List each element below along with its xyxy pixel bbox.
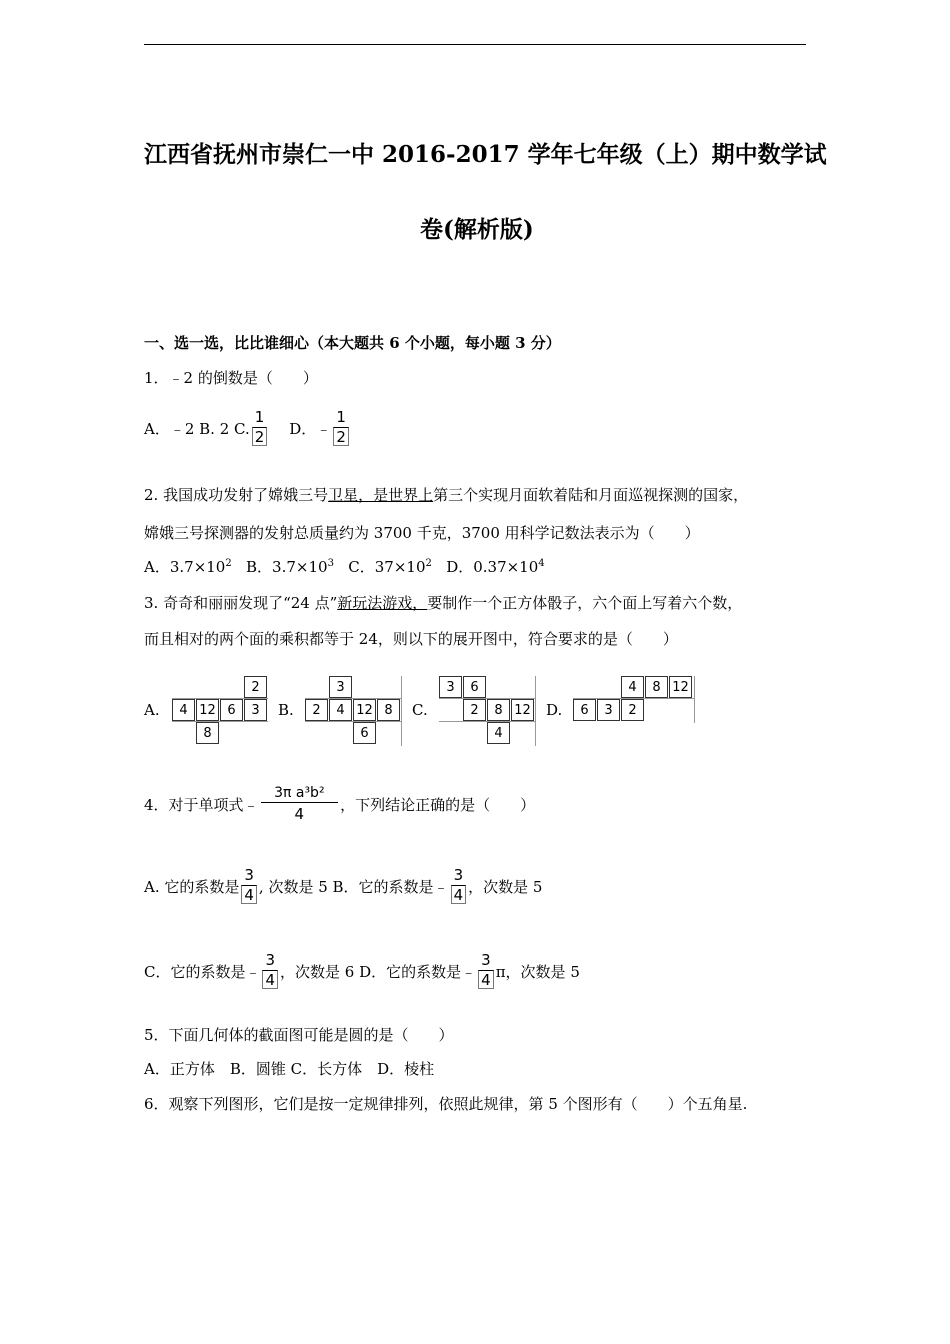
- q3-line1-b: 要制作一个正方体骰子，六个面上写着六个数，: [427, 594, 743, 612]
- q3-net-d: [573, 676, 695, 723]
- q2-optB: [246, 558, 334, 576]
- q2-optD: [446, 558, 544, 576]
- net-b-cell: 8: [377, 699, 400, 721]
- q3-label-c: C.: [412, 701, 428, 719]
- q2-optC: [348, 558, 432, 576]
- q4-optA-a: A. 它的系数是: [144, 877, 240, 896]
- q1-optC-num: 1: [254, 408, 265, 426]
- q4-monomial: [261, 786, 339, 822]
- q3-net-b: [305, 676, 402, 746]
- q2-optA: [144, 558, 232, 576]
- q2-optD-base: D．0.37×10: [446, 558, 539, 576]
- q3-line2: 而且相对的两个面的乘积都等于 24，则以下的展开图中，符合要求的是（ ）: [144, 630, 678, 648]
- q4-optA-fraction: [241, 868, 257, 904]
- net-a-cell: 12: [196, 699, 219, 721]
- q2-optA-exp: 2: [225, 558, 232, 569]
- q2-line2: 嫦娥三号探测器的发射总质量约为 3700 千克，3700 用科学记数法表示为（ ）: [144, 524, 700, 542]
- q4-stem-a: 4．对于单项式﹣: [144, 795, 259, 814]
- q4-optC-fraction: [262, 953, 278, 989]
- q4-optB-num: 3: [453, 866, 464, 884]
- q2-optA-base: A．3.7×10: [144, 558, 226, 576]
- doc-title-line1: 江西省抚州市崇仁一中 2016-2017 学年七年级（上）期中数学试: [144, 141, 827, 168]
- q2-optB-base: B．3.7×10: [246, 558, 328, 576]
- q4-optD-fraction: [478, 953, 494, 989]
- net-c-cell: 12: [511, 699, 534, 721]
- net-b-cell: 4: [329, 699, 352, 721]
- q2-optD-exp: 4: [538, 558, 545, 569]
- q4-optA-b: , 次数是 5 B．它的系数是﹣: [258, 877, 449, 896]
- q3-line1-underlined: 新玩法游戏，: [337, 594, 428, 612]
- q2-optC-exp: 2: [425, 558, 432, 569]
- q2-line1-underlined: 卫星，是世界上: [328, 486, 434, 504]
- q4-options-cd: [144, 953, 580, 989]
- net-a-cell: 4: [172, 699, 195, 721]
- q4-optB-den: 4: [451, 885, 467, 904]
- net-d-cell: 12: [669, 676, 692, 698]
- net-d-cell: 6: [573, 699, 596, 721]
- q1-optC-fraction: [252, 410, 268, 446]
- q4-optD-num: 3: [481, 951, 491, 969]
- net-b-cell: 3: [329, 676, 352, 698]
- net-a-cell: 3: [244, 699, 267, 721]
- section-heading: 一、选一选，比比谁细心（本大题共 6 个小题，每小题 3 分）: [144, 334, 561, 352]
- net-d-cell: 3: [597, 699, 620, 721]
- q5-options: A．正方体 B．圆锥 C．长方体 D．棱柱: [144, 1060, 435, 1078]
- q2-options: [144, 556, 545, 577]
- q3-label-d: D.: [546, 701, 563, 719]
- q1-optD-den: 2: [333, 427, 349, 446]
- net-a-cell: 6: [220, 699, 243, 721]
- q3-label-b: B.: [278, 701, 294, 719]
- q3-line1-a: 3. 奇奇和丽丽发现了“24 点”: [144, 594, 338, 612]
- q1-optD-prefix: D．﹣: [289, 419, 332, 438]
- net-a-cell: 8: [196, 722, 219, 744]
- net-d-cell: 2: [621, 699, 644, 721]
- q1-optD-num: 1: [336, 408, 346, 426]
- q1-options: [144, 410, 351, 446]
- q3-net-c: [439, 676, 536, 746]
- q2-line1: [144, 484, 748, 505]
- q4-optC-a: C．它的系数是﹣: [144, 962, 261, 981]
- q5-stem: 5．下面几何体的截面图可能是圆的是（ ）: [144, 1026, 454, 1044]
- q3-label-a: A.: [144, 701, 160, 719]
- q4-monomial-num: 3π a³b²: [274, 785, 325, 801]
- q1-stem: 1．﹣2 的倒数是（ ）: [144, 369, 318, 387]
- q4-stem: [144, 786, 535, 822]
- net-c-cell: 8: [487, 699, 510, 721]
- q3-line1: [144, 592, 742, 613]
- q4-options-ab: [144, 868, 542, 904]
- top-rule: [144, 44, 806, 45]
- q4-optC-b: ，次数是 6 D．它的系数是﹣: [280, 962, 477, 981]
- net-c-cell: 2: [463, 699, 486, 721]
- q4-optB-b: ，次数是 5: [468, 877, 543, 896]
- q1-options-ab: A．﹣2 B. 2 C.: [144, 419, 250, 438]
- net-c-cell: 4: [487, 722, 510, 744]
- net-b-cell: 6: [353, 722, 376, 744]
- q2-line1-a: 2. 我国成功发射了嫦娥三号: [144, 486, 329, 504]
- q6-stem: 6．观察下列图形，它们是按一定规律排列，依照此规律，第 5 个图形有（ ）个五角星.: [144, 1095, 748, 1113]
- q2-optB-exp: 3: [327, 558, 334, 569]
- q2-line1-b: 第三个实现月面软着陆和月面巡视探测的国家，: [433, 486, 749, 504]
- net-c-cell: 6: [463, 676, 486, 698]
- net-b-cell: 12: [353, 699, 376, 721]
- q3-net-a: [172, 676, 268, 746]
- q4-optC-num: 3: [265, 951, 276, 969]
- net-d-cell: 8: [645, 676, 668, 698]
- q4-optA-num: 3: [244, 866, 254, 884]
- q4-optA-den: 4: [241, 885, 257, 904]
- q1-optD-fraction: [333, 410, 349, 446]
- q4-optD-den: 4: [478, 970, 494, 989]
- q4-monomial-den: 4: [261, 802, 339, 822]
- net-b-cell: 2: [305, 699, 328, 721]
- doc-title-line2: 卷(解析版): [420, 216, 534, 243]
- q4-optB-fraction: [451, 868, 467, 904]
- q2-optC-base: C．37×10: [348, 558, 426, 576]
- net-d-cell: 4: [621, 676, 644, 698]
- q4-optC-den: 4: [262, 970, 278, 989]
- q1-optC-den: 2: [252, 427, 268, 446]
- q4-optD-b: π，次数是 5: [495, 962, 580, 981]
- net-a-cell: 2: [244, 676, 267, 698]
- net-c-cell: 3: [439, 676, 462, 698]
- q4-stem-b: ，下列结论正确的是（ ）: [340, 795, 536, 814]
